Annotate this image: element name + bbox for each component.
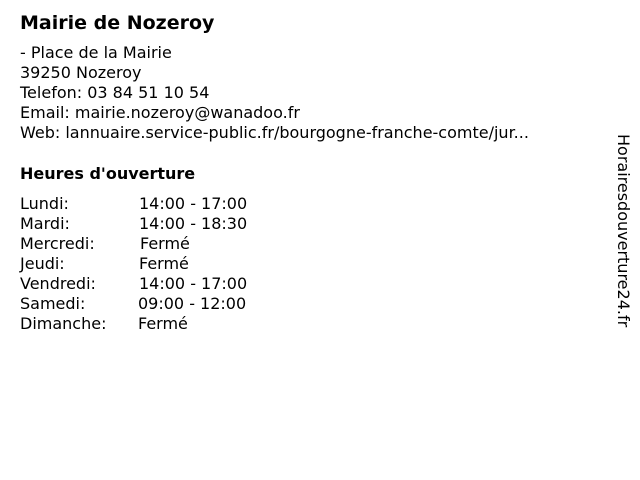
address-street: - Place de la Mairie [20, 43, 172, 62]
site-watermark [613, 134, 635, 374]
day-label: Jeudi: [20, 254, 65, 273]
day-hours: 14:00 - 18:30 [139, 214, 248, 233]
day-label: Vendredi: [20, 274, 96, 293]
day-label: Dimanche: [20, 314, 107, 333]
site-watermark-text: Horairesdouverture24.fr [614, 134, 633, 328]
day-hours: 14:00 - 17:00 [139, 194, 248, 213]
day-label: Samedi: [20, 294, 86, 313]
address-city: 39250 Nozeroy [20, 63, 142, 82]
contact-info [20, 43, 529, 143]
page-title: Mairie de Nozeroy [20, 12, 215, 34]
day-hours: 14:00 - 17:00 [139, 274, 248, 293]
email-text: Email: mairie.nozeroy@wanadoo.fr [20, 103, 300, 122]
day-hours: Fermé [139, 254, 189, 273]
day-hours: Fermé [140, 234, 190, 253]
day-hours: 09:00 - 12:00 [138, 294, 247, 313]
day-label: Lundi: [20, 194, 69, 213]
phone-text: Telefon: 03 84 51 10 54 [20, 83, 210, 102]
day-label: Mercredi: [20, 234, 95, 253]
day-label: Mardi: [20, 214, 70, 233]
opening-hours-heading: Heures d'ouverture [20, 164, 196, 183]
day-hours: Fermé [138, 314, 188, 333]
website-text: Web: lannuaire.service-public.fr/bourgogne-franche-comte/jur... [20, 123, 529, 142]
